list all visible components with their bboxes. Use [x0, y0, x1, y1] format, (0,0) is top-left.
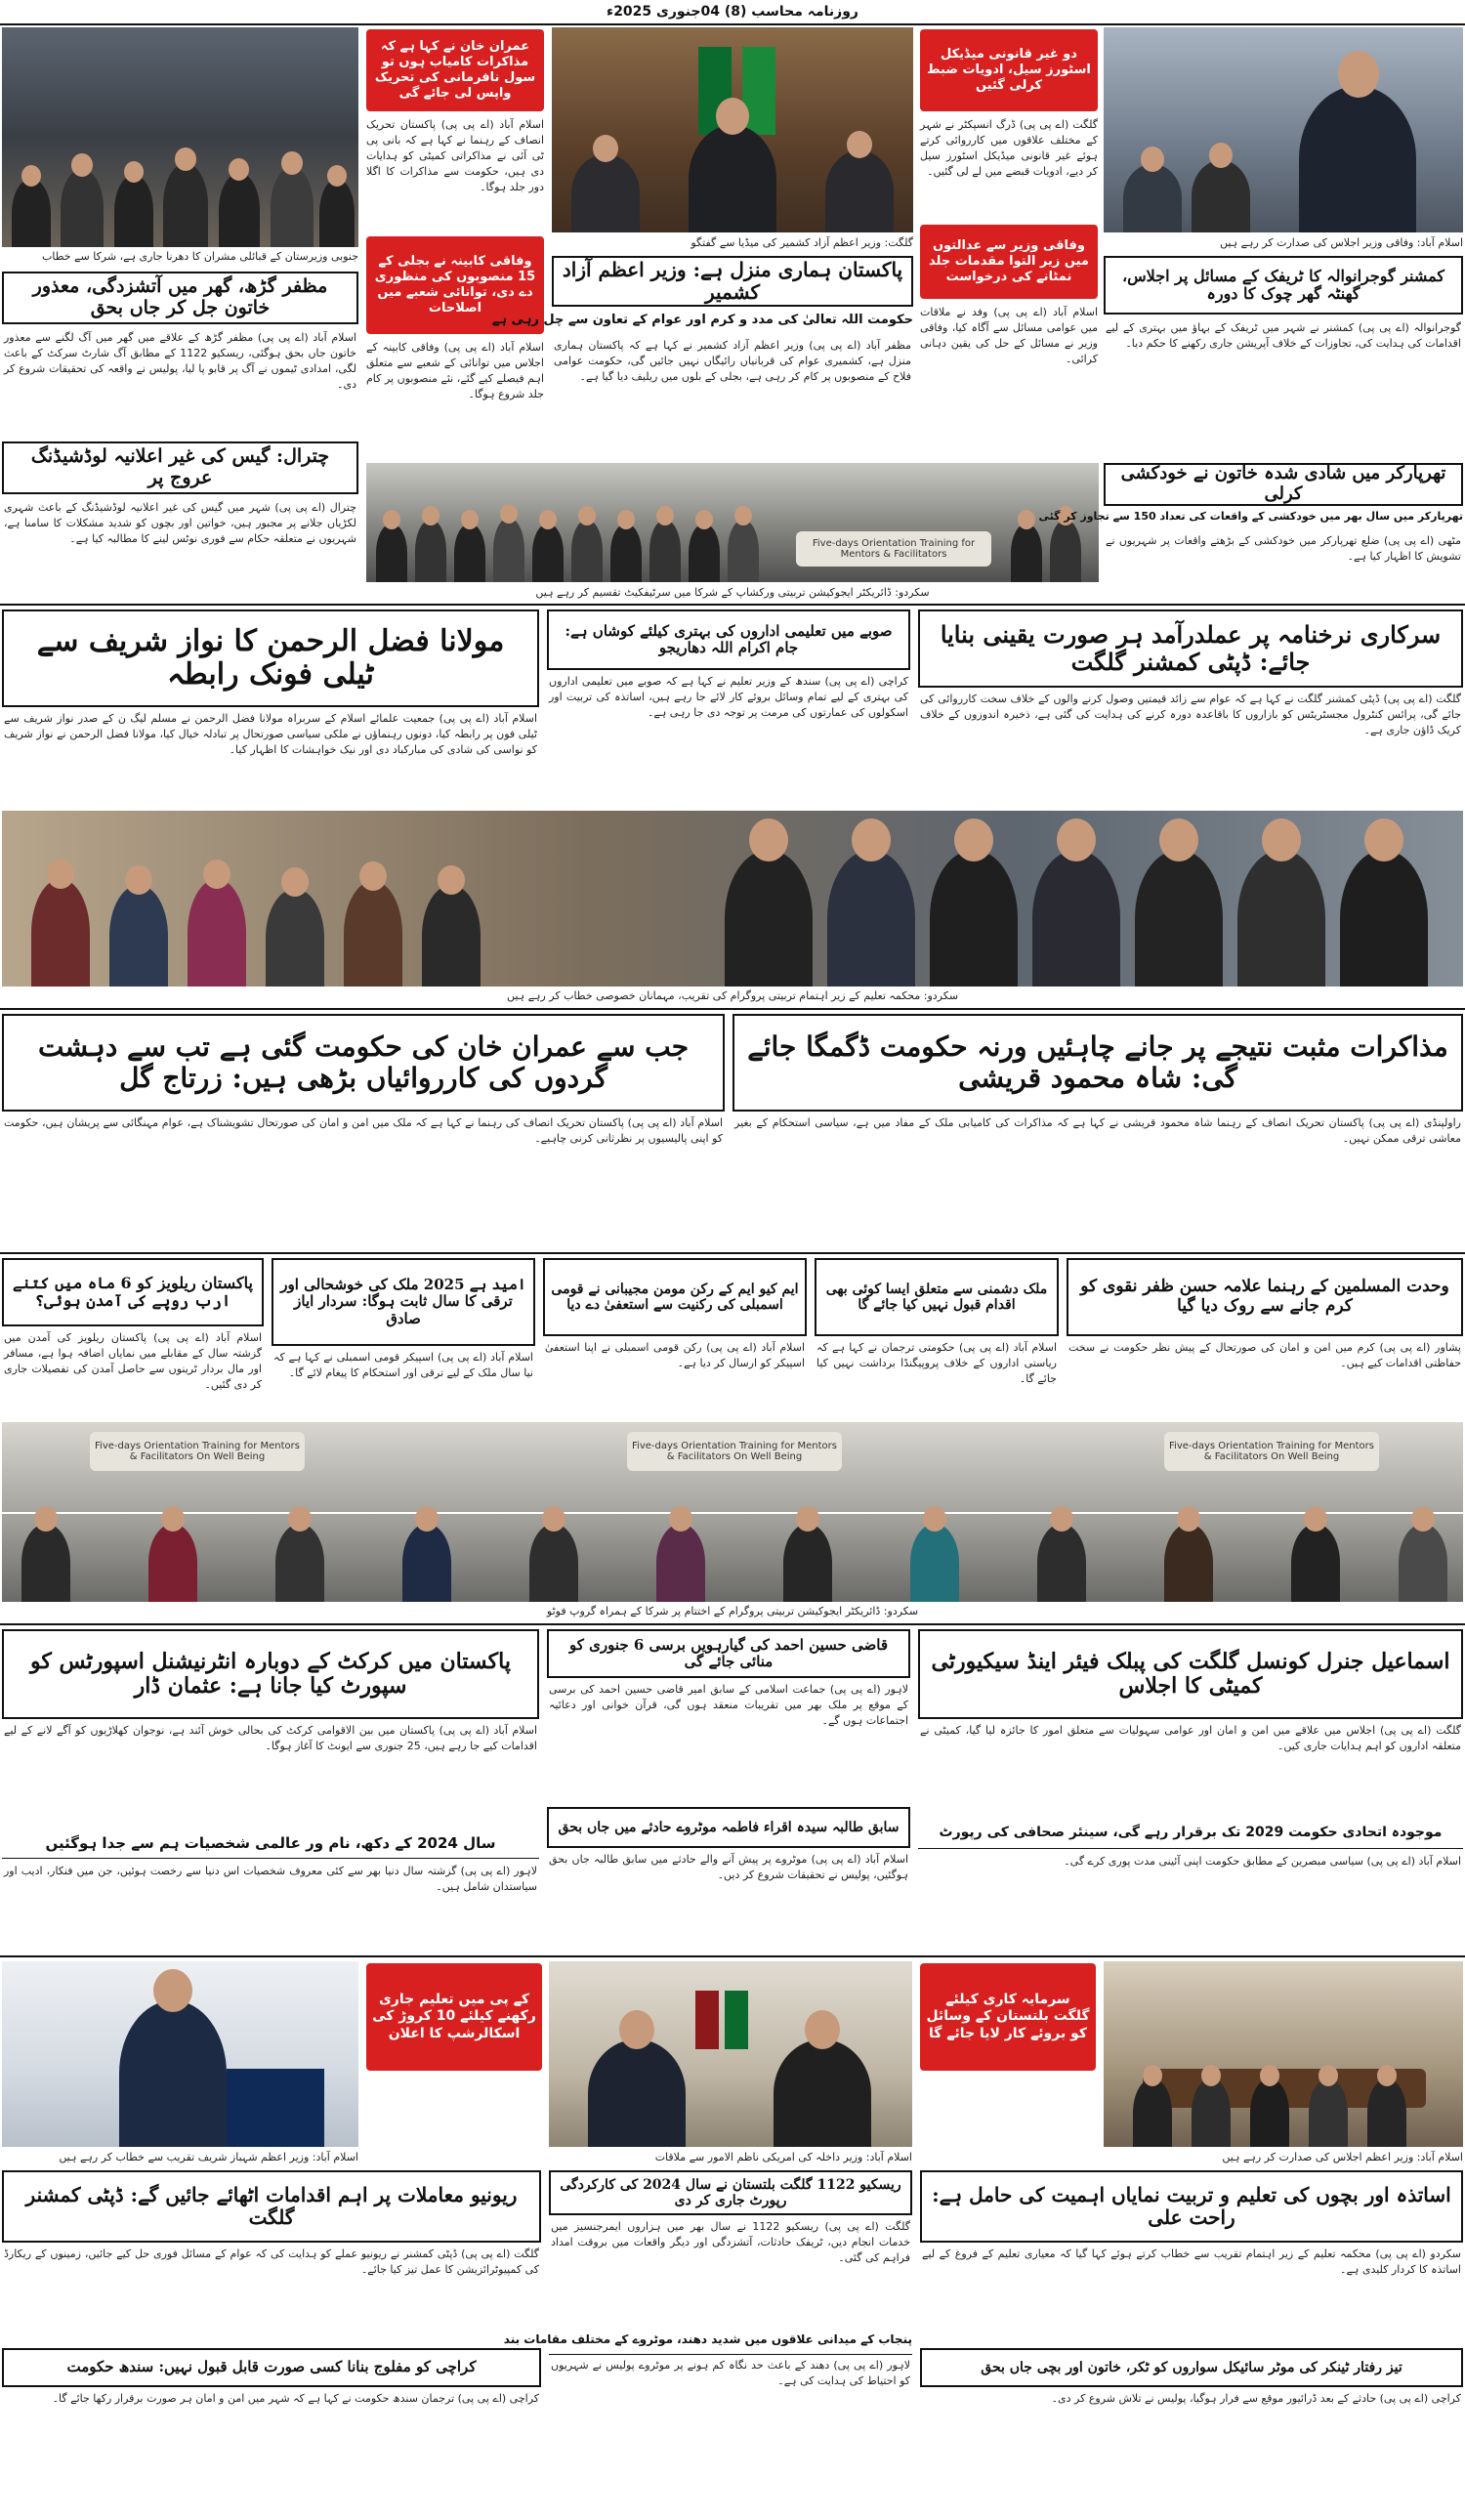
article-chitral-gas: چترال (اے پی پی) شہر میں گیس کی غیر اعلانیہ لوڈشیڈنگ کے باعث شہری لکڑیاں جلانے پر مجبور ہیں، خواتین اور بچوں کو شدید مشکلات کا سامنا ہے، شہریوں نے متعلقہ حکام سے فوری نوٹس لینے کا مطالبہ کیا ہے۔	[4, 501, 356, 545]
headline-sindh-education: صوبے میں تعلیمی اداروں کی بہتری کیلئے کوشاں ہے: جام اکرام اللہ دھاریجو	[547, 609, 910, 670]
headline-shah-mehmood: مذاکرات مثبت نتیجے پر جانے چاہئیں ورنہ حکومت ڈگمگا جائے گی: شاہ محمود قریشی	[732, 1014, 1463, 1112]
article-cabinet-projects: اسلام آباد (اے پی پی) وفاقی کابینہ کے اجلاس میں توانائی کے شعبے سے متعلق اہم فیصلے کیے گئے، نئے منصوبوں پر کام جلد شروع ہوگا۔	[366, 341, 544, 400]
article-usman-dar: اسلام آباد (اے پی پی) پاکستان میں بین الاقوامی کرکٹ کی بحالی خوش آئند ہے، نوجوان کھلاڑیوں کو آگے لانے کے لیے اقدامات کیے جا رہے ہیں، 25 جنوری سے ایونٹ کا آغاز ہوگا۔	[4, 1724, 537, 1752]
headline-gujranwala-commissioner: کمشنر گوجرانوالہ کا ٹریفک کے مسائل پر اجلاس، گھنٹہ گھر چوک کا دورہ	[1104, 256, 1463, 315]
article-mqm-resignation: اسلام آباد (اے پی پی) رکن قومی اسمبلی نے اپنا استعفیٰ اسپیکر کو ارسال کر دیا ہے۔	[545, 1341, 805, 1369]
headline-ayaz-sadiq: امید ہے 2025 ملک کی خوشحالی اور ترقی کا سال ثابت ہوگا: سردار ایاز صادق	[272, 1258, 535, 1346]
headline-tanker-accident: تیز رفتار ٹینکر کی موٹر سائیکل سواروں کو ٹکر، خاتون اور بچی جاں بحق	[920, 2348, 1463, 2387]
article-courts-request: اسلام آباد (اے پی پی) وفد نے ملاقات میں عوامی مسائل سے آگاہ کیا، وفاقی وزیر نے مسائل کے حل کی یقین دہانی کرائی۔	[920, 306, 1098, 365]
article-coalition-2029: اسلام آباد (اے پی پی) سیاسی مبصرین کے مطابق حکومت اپنی آئینی مدت پوری کرے گی۔	[1064, 1855, 1461, 1868]
protest-photo-caption: جنوبی وزیرستان کے قبائلی مشران کا دھرنا جاری ہے، شرکا سے خطاب	[42, 250, 358, 263]
headline-mqm-resignation: ایم کیو ایم کے رکن مومن مجیبانی نے قومی اسمبلی کی رکنیت سے استعفیٰ دے دیا	[543, 1258, 807, 1336]
article-kurram: پشاور (اے پی پی) کرم میں امن و امان کی صورتحال کے پیش نظر حکومت نے سخت حفاظتی اقدامات کیے ہیں۔	[1068, 1341, 1461, 1369]
training-group-photo	[366, 463, 1099, 582]
subhead-coalition-2029: موجودہ اتحادی حکومت 2029 تک برقرار رہے گی، سینئر صحافی کی رپورٹ	[918, 1825, 1463, 1849]
training-banner: Five-days Orientation Training for Mentors & Facilitators	[796, 531, 991, 567]
headline-ajk-pm: پاکستان ہماری منزل ہے: وزیر اعظم آزاد کشمیر	[552, 256, 913, 307]
red-box-medical-stores: دو غیر قانونی میڈیکل اسٹورز سیل، ادویات ضبط کرلی گئیں	[920, 29, 1098, 111]
subhead-tharparkar: تھرپارکر میں سال بھر میں خودکشی کے واقعات کی تعداد 150 سے تجاوز کر گئی	[1038, 510, 1463, 523]
divider	[0, 1623, 1465, 1625]
headline-qazi-hussain: قاضی حسین احمد کی گیارہویں برسی 6 جنوری کو منائی جائے گی	[547, 1629, 910, 1678]
article-fazlur-rehman: اسلام آباد (اے پی پی) جمعیت علمائے اسلام کے سربراہ مولانا فضل الرحمن نے مسلم لیگ ن کے صدر نواز شریف سے ٹیلی فون پر رابطہ کیا، دونوں رہنماؤں نے ملکی سیاسی صورتحال پر تبادلہ خیال کیا، مولانا فضل الرحمن نے نواز شریف کو نواسی کی شادی کی مبارکباد دی اور نیک خواہشات کا اظہار کیا۔	[4, 712, 537, 756]
pm-chairs-meeting-photo	[1104, 1961, 1463, 2147]
red-box-imran-khan: عمران خان نے کہا ہے کہ مذاکرات کامیاب ہوں تو سول نافرمانی کی تحریک واپس لی جائے گی	[366, 29, 544, 111]
pm-speech-caption: اسلام آباد: وزیر اعظم شہباز شریف تقریب سے خطاب کر رہے ہیں	[59, 2151, 358, 2163]
wellbeing-banner-1: Five-days Orientation Training for Mentors & Facilitators On Well Being	[90, 1432, 305, 1471]
headline-tharparkar: تھرپارکر میں شادی شدہ خاتون نے خودکشی کرلی	[1104, 463, 1463, 506]
article-ayaz-sadiq: اسلام آباد (اے پی پی) اسپیکر قومی اسمبلی نے کہا ہے کہ نیا سال ملک کے لیے ترقی اور استحکام کا پیغام لائے گا۔	[273, 1351, 533, 1379]
pm-speech-photo	[2, 1961, 358, 2147]
article-rahat-ali: سکردو (اے پی پی) محکمہ تعلیم کے زیر اہتمام تقریب سے خطاب کرتے ہوئے کہا گیا کہ معیاری تعلیم کے فروغ کے لیے اساتذہ کا کردار کلیدی ہے۔	[922, 2247, 1461, 2276]
article-karachi-sindh-govt: کراچی (اے پی پی) ترجمان سندھ حکومت نے کہا ہے کہ شہر میں امن و امان ہر صورت برقرار رکھا جائے گا۔	[52, 2392, 539, 2405]
headline-muzaffargarh-fire: مظفر گڑھ، گھر میں آتشزدگی، معذور خاتون جل کر جاں بحق	[2, 272, 358, 324]
red-box-cabinet-projects: وفاقی کابینہ نے بجلی کے 15 منصوبوں کی منظوری دے دی، توانائی شعبے میں اصلاحات	[366, 236, 544, 334]
article-motorway-accident: اسلام آباد (اے پی پی) موٹروے پر پیش آنے والے حادثے میں سابق طالبہ جاں بحق ہوگئیں، پولیس نے تحقیقات شروع کر دیں۔	[549, 1853, 908, 1881]
article-medical-stores: گلگت (اے پی پی) ڈرگ انسپکٹر نے شہر کے مختلف علاقوں میں کارروائی کرتے ہوئے غیر قانونی میڈیکل اسٹورز سیل کر دیے، ادویات قبضے میں لے لی گئیں۔	[920, 118, 1098, 178]
training-group-caption: سکردو: ڈائریکٹر ایجوکیشن تربیتی ورکشاپ کے شرکا میں سرٹیفکیٹ تقسیم کر رہے ہیں	[535, 586, 930, 599]
headline-ismaili-council: اسماعیل جنرل کونسل گلگت کی پبلک فیئر اینڈ سیکیورٹی کمیٹی کا اجلاس	[918, 1629, 1463, 1719]
divider	[0, 1955, 1465, 1957]
article-tanker-accident: کراچی (اے پی پی) حادثے کے بعد ڈرائیور موقع سے فرار ہوگیا، پولیس نے تلاش شروع کر دی۔	[1051, 2392, 1461, 2405]
article-gujranwala-commissioner: گوجرانوالہ (اے پی پی) کمشنر نے شہر میں ٹریفک کے بہاؤ میں بہتری کے لیے اقدامات کی ہدایت کی، تجاوزات کے خلاف آپریشن جاری رکھنے کا حکم دیا۔	[1106, 321, 1461, 350]
article-muzaffargarh-fire: اسلام آباد (اے پی پی) مظفر گڑھ کے علاقے میں گھر میں آگ لگنے سے معذور خاتون جاں بحق ہوگئی، ریسکیو 1122 کے مطابق آگ شارٹ سرکٹ کے باعث لگی، امدادی ٹیموں نے آگ پر قابو پا لیا، پولیس نے واقعہ کی تحقیقات شروع کر دی۔	[4, 331, 356, 391]
subhead-ajk-pm: حکومت اللہ تعالیٰ کی مدد و کرم اور عوام کے تعاون سے چل رہی ہے	[491, 313, 913, 327]
wellbeing-training-collage	[2, 1422, 1463, 1602]
protest-photo	[2, 27, 358, 247]
minister-meeting-caption: اسلام آباد: وفاقی وزیر اجلاس کی صدارت کر رہے ہیں	[1219, 236, 1463, 249]
minister-meeting-photo	[1104, 27, 1463, 232]
masthead: روزنامہ محاسب (8) 04جنوری 2025ء	[0, 0, 1465, 25]
interior-minister-meeting-photo	[549, 1961, 912, 2147]
divider	[0, 1252, 1465, 1254]
article-railways-revenue: اسلام آباد (اے پی پی) پاکستان ریلویز کی آمدن میں گزشتہ سال کے مقابلے میں نمایاں اضافہ ہوا ہے، مسافر اور مال بردار ٹرینوں سے حاصل آمدن کی تفصیلات جاری کر دی گئیں۔	[4, 1331, 262, 1391]
wellbeing-banner-2: Five-days Orientation Training for Mentors & Facilitators On Well Being	[627, 1432, 842, 1471]
article-punjab-fog: لاہور (اے پی پی) دھند کے باعث حد نگاہ کم ہونے پر موٹروے پولیس نے شہریوں کو احتیاط کی ہدایت کی ہے۔	[551, 2359, 910, 2387]
interior-minister-caption: اسلام آباد: وزیر داخلہ کی امریکی ناظم الامور سے ملاقات	[654, 2151, 912, 2163]
headline-fazlur-rehman: مولانا فضل الرحمن کا نواز شریف سے ٹیلی فونک رابطہ	[2, 609, 539, 707]
article-zartaj-gul: اسلام آباد (اے پی پی) پاکستان تحریک انصاف کی رہنما نے کہا ہے کہ ملک میں امن و امان کی صورتحال تشویشناک ہے، عوام مہنگائی سے پریشان ہیں، حکومت کو اپنی پالیسیوں پر نظرثانی کرنی چاہیے۔	[4, 1116, 723, 1145]
article-rescue-1122: گلگت (اے پی پی) ریسکیو 1122 نے سال بھر میں ہزاروں ایمرجنسیز میں خدمات انجام دیں، ٹریفک حادثات، آتشزدگی اور دیگر واقعات میں بروقت امداد فراہم کی گئی۔	[551, 2220, 911, 2264]
headline-kurram: وحدت المسلمین کے رہنما علامہ حسن ظفر نقوی کو کرم جانے سے روک دیا گیا	[1067, 1258, 1463, 1336]
article-imran-khan: اسلام آباد (اے پی پی) پاکستان تحریک انصاف کے رہنما نے کہا ہے کہ بانی پی ٹی آئی نے مذاکراتی کمیٹی کو ہدایات دی ہیں، حکومت سے مذاکرات کا اگلا دور جلد ہوگا۔	[366, 118, 544, 193]
ajk-pm-photo	[552, 27, 913, 232]
wellbeing-banner-3: Five-days Orientation Training for Mentors & Facilitators On Well Being	[1164, 1432, 1379, 1471]
headline-dc-gilgit-prices: سرکاری نرخنامہ پر عملدرآمد ہر صورت یقینی بنایا جائے: ڈپٹی کمشنر گلگت	[918, 609, 1463, 688]
red-box-kp-scholarship: کے پی میں تعلیم جاری رکھنے کیلئے 10 کروڑ کی اسکالرشپ کا اعلان	[366, 1963, 542, 2071]
article-revenue-dc-gilgit: گلگت (اے پی پی) ڈپٹی کمشنر نے ریونیو عملے کو ہدایت کی کہ عوام کے مسائل فوری حل کیے جائیں، زمینوں کے ریکارڈ کی کمپیوٹرائزیشن کا عمل تیز کیا جائے۔	[4, 2247, 539, 2276]
article-qazi-hussain: لاہور (اے پی پی) جماعت اسلامی کے سابق امیر قاضی حسین احمد کی برسی کے موقع پر ملک بھر میں تقریبات منعقد ہوں گی، قرآن خوانی اور دعائیہ اجتماعات ہوں گے۔	[549, 1683, 908, 1727]
headline-zartaj-gul: جب سے عمران خان کی حکومت گئی ہے تب سے دہشت گردوں کی کارروائیاں بڑھی ہیں: زرتاج گل	[2, 1014, 725, 1112]
article-ismaili-council: گلگت (اے پی پی) اجلاس میں علاقے میں امن و امان اور عوامی سہولیات سے متعلق امور کا جائزہ لیا گیا، کمیٹی نے متعلقہ اداروں کو اہم ہدایات جاری کیں۔	[920, 1724, 1461, 1752]
divider	[0, 1008, 1465, 1010]
headline-state-propaganda: ملک دشمنی سے متعلق ایسا کوئی بھی اقدام قبول نہیں کیا جائے گا	[815, 1258, 1059, 1336]
headline-railways-revenue: پاکستان ریلویز کو 6 ماہ میں کتنے ارب روپے کی آمدن ہوئی؟	[2, 1258, 264, 1326]
red-box-investment: سرمایہ کاری کیلئے گلگت بلتستان کے وسائل کو بروئے کار لایا جائے گا	[920, 1963, 1096, 2071]
article-sindh-education: کراچی (اے پی پی) سندھ کے وزیر تعلیم نے کہا ہے کہ صوبے میں تعلیمی اداروں کی بہتری کے لیے تمام وسائل بروئے کار لائے جا رہے ہیں، اساتذہ کی تربیت اور اسکولوں کی عمارتوں کی مرمت پر توجہ دی جا رہی ہے۔	[549, 675, 908, 719]
headline-motorway-accident: سابق طالبہ سیدہ اقراء فاطمہ موٹروے حادثے میں جاں بحق	[547, 1807, 910, 1848]
article-dc-gilgit-prices: گلگت (اے پی پی) ڈپٹی کمشنر گلگت نے کہا ہے کہ عوام سے زائد قیمتیں وصول کرنے والوں کے خلاف سخت کارروائی کی جائے گی، پرائس کنٹرول مجسٹریٹس کو بازاروں کا باقاعدہ دورہ کرنے کی ہدایت کی گئی ہے، ذخیرہ اندوزوں کے خلاف کریک ڈاؤن جاری ہے۔	[920, 693, 1461, 736]
headline-rescue-1122: ریسکیو 1122 گلگت بلتستان نے سال 2024 کی کارکردگی رپورٹ جاری کر دی	[549, 2170, 912, 2215]
article-ajk-pm: مظفر آباد (اے پی پی) وزیر اعظم آزاد کشمیر نے کہا ہے کہ پاکستان ہماری منزل ہے، کشمیری عوام کی قربانیاں رائیگاں نہیں جائیں گی، حکومت عوامی فلاح کے منصوبوں پر کام کر رہی ہے، بجلی کے بلوں میں ریلیف دیا گیا ہے۔	[554, 339, 911, 383]
headline-revenue-dc-gilgit: ریونیو معاملات پر اہم اقدامات اٹھائے جائیں گے: ڈپٹی کمشنر گلگت	[2, 2170, 541, 2243]
article-state-propaganda: اسلام آباد (اے پی پی) حکومتی ترجمان نے کہا ہے کہ ریاستی اداروں کے خلاف پروپیگنڈا برداشت نہیں کیا جائے گا۔	[816, 1341, 1057, 1385]
wellbeing-training-caption: سکردو: ڈائریکٹر ایجوکیشن تربیتی پروگرام کے اختتام پر شرکا کے ہمراہ گروپ فوٹو	[546, 1605, 919, 1617]
subhead-2024-deaths: سال 2024 کے دکھ، نام ور عالمی شخصیات ہم سے جدا ہوگئیں	[2, 1834, 539, 1859]
education-ceremony-caption: سکردو: محکمہ تعلیم کے زیر اہتمام تربیتی پروگرام کی تقریب، مہمانان خصوصی خطاب کر رہے ہیں	[506, 989, 959, 1002]
headline-rahat-ali: اساتذہ اور بچوں کی تعلیم و تربیت نمایاں اہمیت کی حامل ہے: راحت علی	[920, 2170, 1463, 2243]
ajk-pm-caption: گلگت: وزیر اعظم آزاد کشمیر کی میڈیا سے گفتگو	[691, 236, 913, 249]
article-shah-mehmood: راولپنڈی (اے پی پی) پاکستان تحریک انصاف کے رہنما شاہ محمود قریشی نے کہا ہے کہ مذاکرات کی کامیابی ملک کے مفاد میں ہے، سیاسی استحکام کے بغیر معاشی ترقی ممکن نہیں۔	[734, 1116, 1461, 1145]
red-box-courts-request: وفاقی وزیر سے عدالتوں میں زیر التوا مقدمات جلد نمٹانے کی درخواست	[920, 225, 1098, 299]
article-2024-deaths: لاہور (اے پی پی) گزشتہ سال دنیا بھر سے کئی معروف شخصیات اس دنیا سے رخصت ہوئیں، جن میں فنکار، ادیب اور سیاستدان شامل ہیں۔	[4, 1865, 537, 1893]
headline-karachi-sindh-govt: کراچی کو مفلوج بنانا کسی صورت قابل قبول نہیں: سندھ حکومت	[2, 2348, 541, 2387]
subhead-punjab-fog: پنجاب کے میدانی علاقوں میں شدید دھند، موٹروے کے مختلف مقامات بند	[549, 2332, 912, 2355]
article-tharparkar: مٹھی (اے پی پی) ضلع تھرپارکر میں خودکشی کے بڑھتے واقعات پر شہریوں نے تشویش کا اظہار کیا ہے۔	[1106, 534, 1461, 563]
pm-chairs-meeting-caption: اسلام آباد: وزیر اعظم اجلاس کی صدارت کر رہے ہیں	[1222, 2151, 1463, 2163]
headline-usman-dar: پاکستان میں کرکٹ کے دوبارہ انٹرنیشنل اسپورٹس کو سپورٹ کیا جانا ہے: عثمان ڈار	[2, 1629, 539, 1719]
divider	[0, 604, 1465, 606]
headline-chitral-gas: چترال: گیس کی غیر اعلانیہ لوڈشیڈنگ عروج پر	[2, 441, 358, 494]
education-ceremony-photo	[2, 811, 1463, 987]
